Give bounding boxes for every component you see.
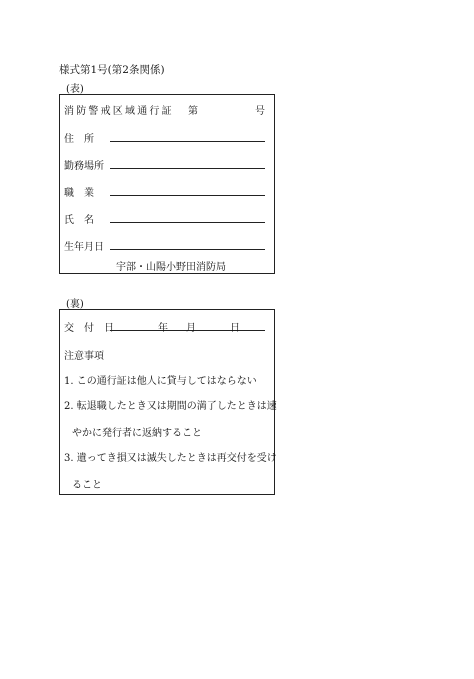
note-1-line-1: 1. この通行証は他人に貸与してはならない — [64, 376, 257, 387]
field-label-name: 氏 名 — [64, 215, 94, 226]
note-2-line-2: やかに発行者に返納すること — [72, 428, 202, 439]
field-line-birthdate[interactable] — [110, 249, 265, 250]
field-label-workplace: 勤務場所 — [64, 161, 104, 172]
issue-date-label: 交 付 日 — [64, 323, 114, 334]
issue-date-day-label: 日 — [230, 323, 240, 334]
notes-heading: 注意事項 — [64, 351, 104, 362]
note-3-line-2: ること — [72, 480, 102, 491]
field-line-occupation[interactable] — [110, 195, 265, 196]
field-label-birthdate: 生年月日 — [64, 242, 104, 253]
pass-heading: 消防警戒区域通行証 — [64, 106, 174, 117]
issue-date-month-label: 月 — [186, 323, 196, 334]
field-line-workplace[interactable] — [110, 168, 265, 169]
front-side-label: (表) — [66, 84, 84, 95]
field-line-address[interactable] — [110, 141, 265, 142]
field-label-occupation: 職 業 — [64, 188, 94, 199]
note-3-line-1: 3. 遺ってき損又は滅失したときは再交付を受け — [64, 453, 277, 464]
back-side-label: (裏) — [66, 299, 84, 310]
field-line-name[interactable] — [110, 222, 265, 223]
pass-back-card — [59, 309, 275, 495]
form-title: 様式第1号(第2条関係) — [59, 64, 165, 76]
pass-number-suffix: 号 — [255, 106, 265, 117]
pass-number-prefix: 第 — [188, 106, 198, 117]
issuer-name: 宇部・山陽小野田消防局 — [116, 262, 226, 273]
issue-date-year-label: 年 — [158, 323, 168, 334]
note-2-line-1: 2. 転退職したとき又は期間の満了したときは速 — [64, 401, 277, 412]
pass-front-card — [59, 94, 275, 274]
field-label-address: 住 所 — [64, 134, 94, 145]
